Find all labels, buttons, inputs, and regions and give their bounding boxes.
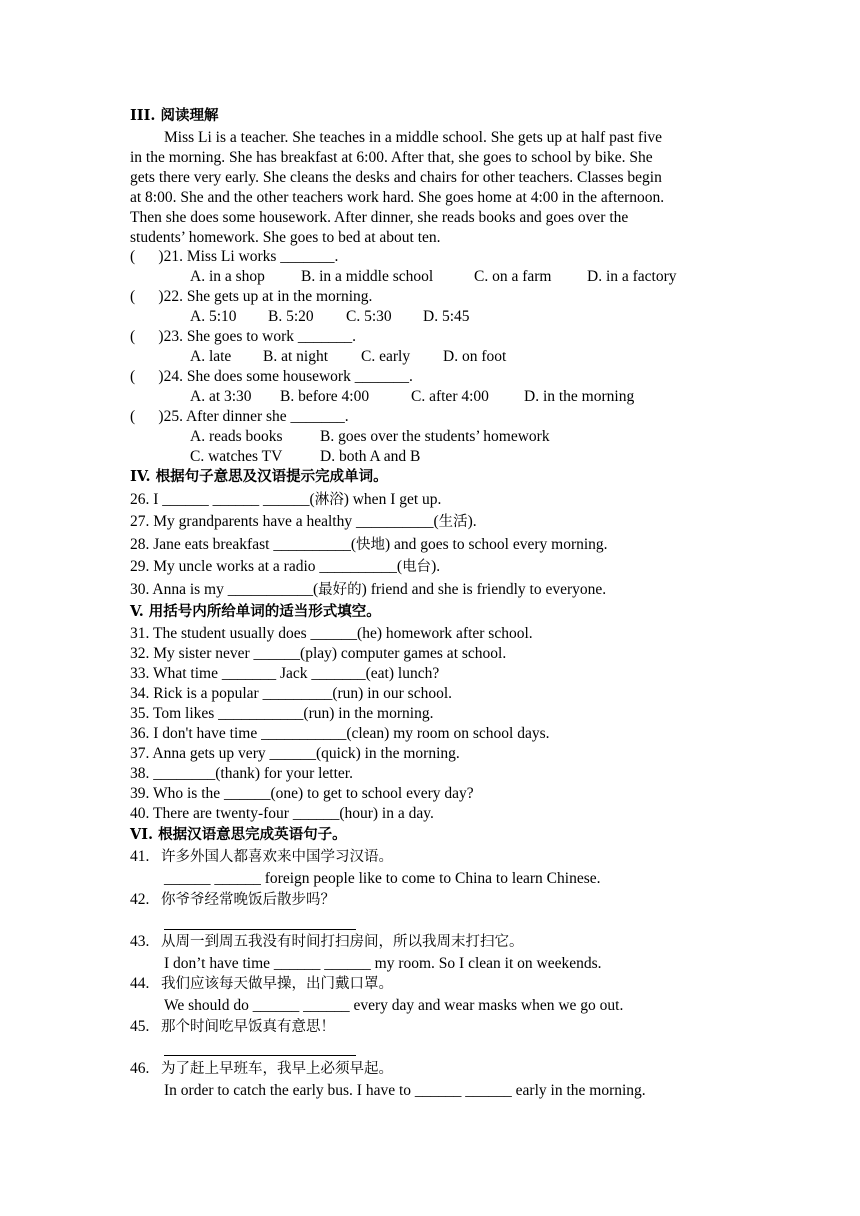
question-21-stem: ( )21. Miss Li works _______. — [130, 248, 339, 265]
chinese-hint: 快地 — [355, 537, 385, 553]
question-33: 33. What time _______ Jack _______(eat) lunch? — [130, 665, 440, 682]
question-text: ) and goes to school every morning. — [384, 536, 608, 553]
question-22-stem: ( )22. She gets up at in the morning. — [130, 288, 373, 305]
question-27 — [130, 512, 477, 532]
question-text: ). — [431, 558, 441, 575]
option-c: C. after 4:00 — [411, 388, 489, 405]
passage-line: Then she does some housework. After dinner, she reads books and goes over the — [130, 209, 629, 226]
question-41-english: ______ ______ foreign people like to come to China to learn Chinese. — [164, 870, 601, 887]
question-46-chinese: 为了赶上早班车，我早上必须早起。 — [161, 1061, 393, 1077]
question-34: 34. Rick is a popular _________(run) in our school. — [130, 685, 453, 702]
question-text: ) friend and she is friendly to everyone. — [361, 581, 607, 598]
question-25-stem: ( )25. After dinner she _______. — [130, 408, 349, 425]
question-41-number: 41. — [130, 848, 150, 865]
question-text: ) when I get up. — [343, 491, 442, 508]
option-d: D. on foot — [443, 348, 507, 365]
option-c: C. 5:30 — [346, 308, 392, 325]
question-42-chinese: 你爷爷经常晚饭后散步吗？ — [161, 892, 335, 908]
option-a: A. late — [190, 348, 232, 365]
question-31: 31. The student usually does ______(he) homework after school. — [130, 625, 533, 642]
option-c: C. early — [361, 348, 411, 365]
question-text: ). — [467, 513, 477, 530]
option-c: C. watches TV — [190, 448, 283, 465]
chinese-hint: 生活 — [438, 514, 468, 530]
option-c: C. on a farm — [474, 268, 552, 285]
question-39: 39. Who is the ______(one) to get to school every day? — [130, 785, 474, 802]
question-40: 40. There are twenty-four ______(hour) in a day. — [130, 805, 434, 822]
passage-line: Miss Li is a teacher. She teaches in a middle school. She gets up at half past five — [164, 129, 663, 146]
question-42-number: 42. — [130, 891, 150, 908]
question-45-number: 45. — [130, 1018, 150, 1035]
question-46-number: 46. — [130, 1060, 150, 1077]
question-35: 35. Tom likes ___________(run) in the morning. — [130, 705, 434, 722]
question-32: 32. My sister never ______(play) computer games at school. — [130, 645, 507, 662]
question-37: 37. Anna gets up very ______(quick) in the morning. — [130, 745, 460, 762]
question-text: 29. My uncle works at a radio __________( — [130, 558, 403, 575]
question-43-number: 43. — [130, 933, 150, 950]
question-24-stem: ( )24. She does some housework _______. — [130, 368, 413, 385]
section-3-heading: III. 阅读理解 — [130, 107, 219, 124]
question-45-chinese: 那个时间吃早饭真有意思！ — [161, 1019, 335, 1035]
question-30 — [130, 580, 606, 600]
option-d: D. both A and B — [320, 448, 421, 465]
question-38: 38. ________(thank) for your letter. — [130, 765, 353, 782]
question-44-english: We should do ______ ______ every day and wear masks when we go out. — [164, 997, 624, 1014]
passage-line: in the morning. She has breakfast at 6:00. After that, she goes to school by bike. She — [130, 149, 653, 166]
option-b: B. goes over the students’ homework — [320, 428, 550, 445]
option-a: A. 5:10 — [190, 308, 237, 325]
option-a: A. reads books — [190, 428, 283, 445]
section-5-heading: V. 用括号内所给单词的适当形式填空。 — [130, 603, 381, 620]
passage-line: students’ homework. She goes to bed at about ten. — [130, 229, 441, 246]
question-43-english: I don’t have time ______ ______ my room. So I clean it on weekends. — [164, 955, 602, 972]
question-44-number: 44. — [130, 975, 150, 992]
chinese-hint: 电台 — [402, 559, 432, 575]
answer-blank-line — [164, 929, 356, 930]
question-36: 36. I don't have time ___________(clean) my room on school days. — [130, 725, 550, 742]
option-b: B. before 4:00 — [280, 388, 370, 405]
option-d: D. in a factory — [587, 268, 677, 285]
passage-line: gets there very early. She cleans the desks and chairs for other teachers. Classes begin — [130, 169, 662, 186]
question-41-chinese: 许多外国人都喜欢来中国学习汉语。 — [161, 849, 393, 865]
question-26 — [130, 490, 441, 510]
question-text: 28. Jane eats breakfast __________( — [130, 536, 356, 553]
chinese-hint: 最好的 — [318, 582, 362, 598]
option-b: B. in a middle school — [301, 268, 434, 285]
option-b: B. at night — [263, 348, 329, 365]
section-4-heading: IV. 根据句子意思及汉语提示完成单词。 — [130, 468, 388, 485]
option-d: D. in the morning — [524, 388, 635, 405]
question-29 — [130, 557, 440, 577]
question-43-chinese: 从周一到周五我没有时间打扫房间，所以我周末打扫它。 — [161, 934, 524, 950]
question-text: 26. I ______ ______ ______( — [130, 491, 315, 508]
option-b: B. 5:20 — [268, 308, 314, 325]
chinese-hint: 淋浴 — [314, 492, 344, 508]
option-a: A. in a shop — [190, 268, 265, 285]
question-23-stem: ( )23. She goes to work _______. — [130, 328, 357, 345]
option-a: A. at 3:30 — [190, 388, 252, 405]
passage-line: at 8:00. She and the other teachers work hard. She goes home at 4:00 in the afternoon. — [130, 189, 665, 206]
question-28 — [130, 535, 608, 555]
question-text: 30. Anna is my ___________( — [130, 581, 319, 598]
answer-blank-line — [164, 1055, 356, 1056]
question-44-chinese: 我们应该每天做早操，出门戴口罩。 — [161, 976, 393, 992]
option-d: D. 5:45 — [423, 308, 470, 325]
question-text: 27. My grandparents have a healthy __________( — [130, 513, 439, 530]
section-6-heading: VI. 根据汉语意思完成英语句子。 — [130, 826, 347, 843]
question-46-english: In order to catch the early bus. I have to ______ ______ early in the morning. — [164, 1082, 646, 1099]
